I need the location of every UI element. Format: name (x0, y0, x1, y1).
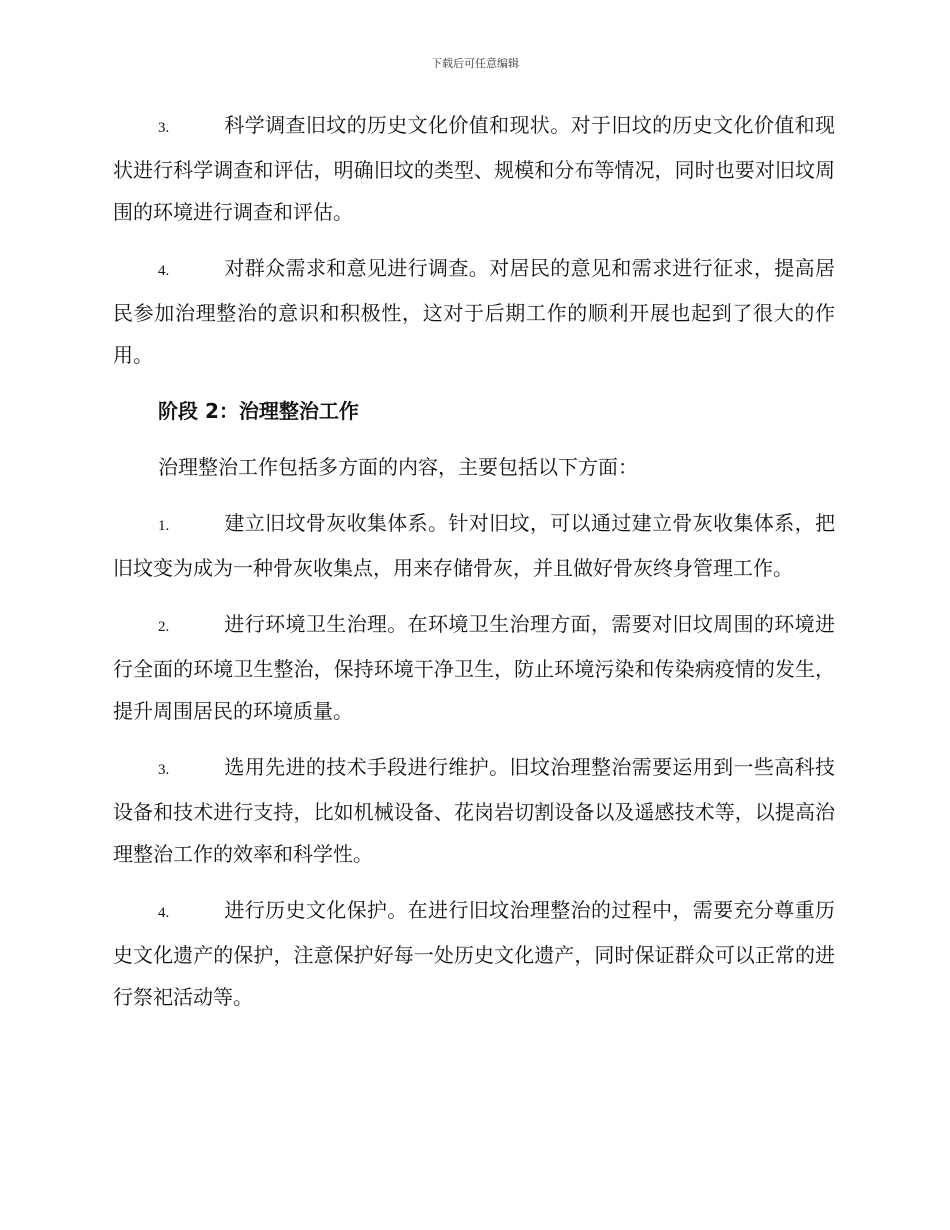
list-item-number: 3. (158, 762, 170, 778)
list-item-number: 4. (158, 263, 170, 279)
list-item (113, 247, 835, 376)
page-header-note: 下载后可任意编辑 (431, 57, 519, 70)
list-item (113, 603, 835, 732)
list-item-number: 2. (158, 619, 170, 635)
list-item-number: 3. (158, 120, 170, 136)
list-item-text: 选用先进的技术手段进行维护。旧坟治理整治需要运用到一些高科技设备和技术进行支持，比如机械设备、花岗岩切割设备以及遥感技术等，以提高治理整治工作的效率和科学性。 (113, 755, 835, 866)
section-heading-stage-2: 阶段 2：治理整治工作 (158, 399, 359, 423)
list-item-number: 1. (158, 518, 170, 534)
list-item-text: 科学调查旧坟的历史文化价值和现状。对于旧坟的历史文化价值和现状进行科学调查和评估，明确旧坟的类型、规模和分布等情况，同时也要对旧坟周围的环境进行调查和评估。 (113, 113, 835, 224)
section-intro: 治理整治工作包括多方面的内容，主要包括以下方面： (158, 455, 638, 479)
document-body (113, 104, 835, 1032)
list-item-text: 对群众需求和意见进行调查。对居民的意见和需求进行征求，提高居民参加治理整治的意识和积极性，这对于后期工作的顺利开展也起到了很大的作用。 (113, 256, 835, 367)
list-item-text: 进行环境卫生治理。在环境卫生治理方面，需要对旧坟周围的环境进行全面的环境卫生整治，保持环境干净卫生，防止环境污染和传染病疫情的发生，提升周围居民的环境质量。 (113, 612, 835, 723)
list-item (113, 502, 835, 589)
list-item-text: 建立旧坟骨灰收集体系。针对旧坟，可以通过建立骨灰收集体系，把旧坟变为成为一种骨灰收集点，用来存储骨灰，并且做好骨灰终身管理工作。 (113, 511, 835, 580)
list-item-text: 进行历史文化保护。在进行旧坟治理整治的过程中，需要充分尊重历史文化遗产的保护，注意保护好每一处历史文化遗产，同时保证群众可以正常的进行祭祀活动等。 (113, 898, 835, 1009)
list-item (113, 104, 835, 233)
list-item (113, 746, 835, 875)
list-item-number: 4. (158, 905, 170, 921)
list-item (113, 889, 835, 1018)
